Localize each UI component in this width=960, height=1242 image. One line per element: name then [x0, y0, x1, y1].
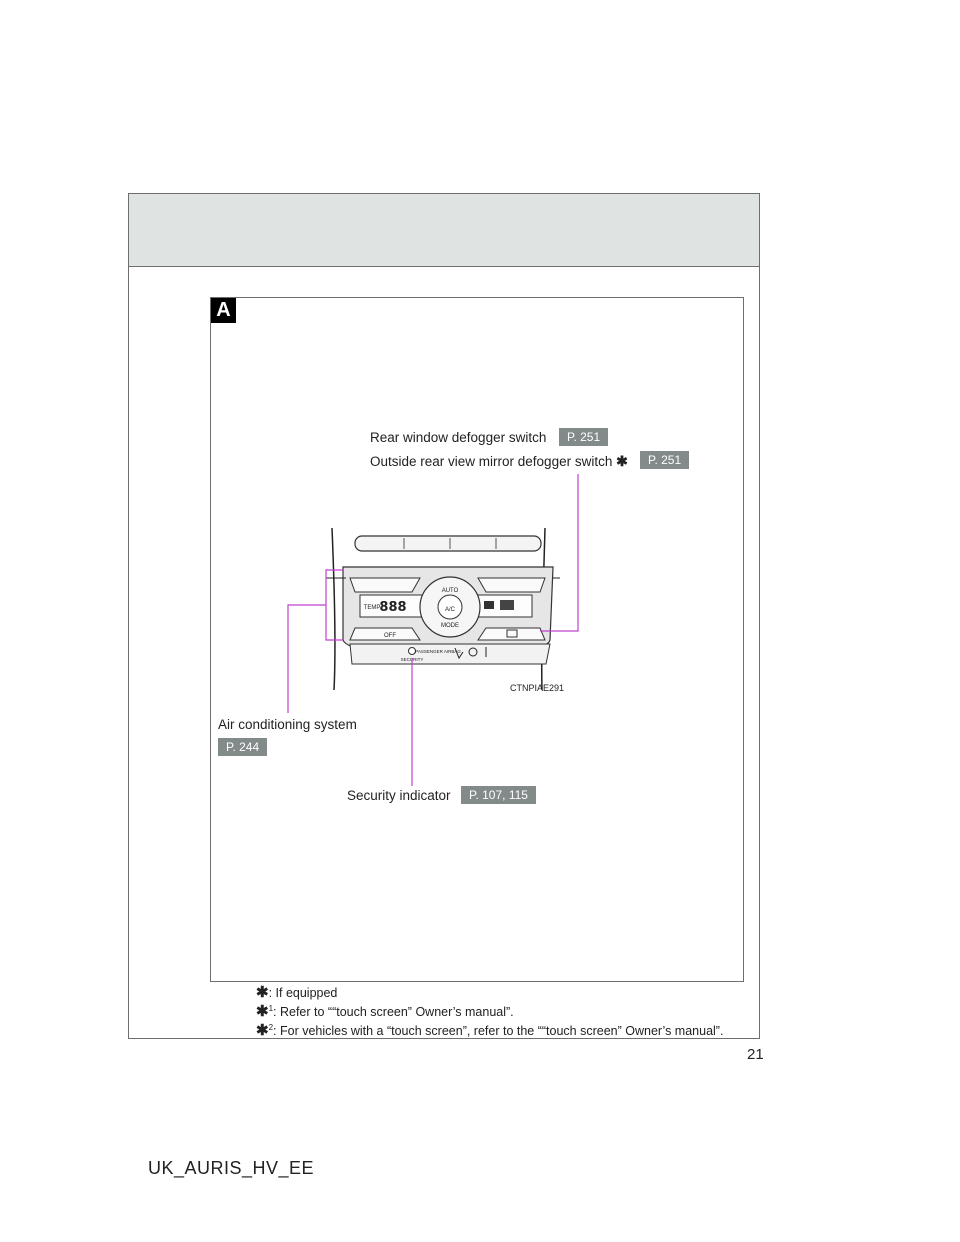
- footnote-item: ✱$^2$: For vehicles with a “touch screen”, refer to the ““touch screen” Owner’s manual”.: [256, 1022, 724, 1040]
- asterisk-icon: ✱: [256, 1022, 269, 1040]
- security-label: SECURITY: [400, 657, 424, 662]
- air-conditioning-label: Air conditioning system: [218, 717, 357, 732]
- security-indicator-label: Security indicator: [347, 788, 451, 803]
- footnotes: [256, 982, 723, 1039]
- footnote-item: ✱: If equipped: [256, 984, 338, 1002]
- off-label: OFF: [384, 633, 396, 639]
- asterisk-icon: ✱: [256, 1003, 269, 1021]
- ac-label: A/C: [444, 607, 456, 613]
- temp-display: 888: [379, 600, 407, 615]
- illustration-code: CTNPIAE291: [510, 683, 565, 693]
- mirror-defogger-label: [370, 453, 628, 470]
- mirror-defogger-text: Outside rear view mirror defogger switch: [370, 454, 613, 469]
- equipped-asterisk-icon: ✱: [616, 453, 628, 469]
- air-conditioning-ref[interactable]: P. 244: [218, 738, 267, 756]
- mode-label: MODE: [441, 623, 459, 629]
- auto-label: AUTO: [441, 588, 459, 594]
- footnote-item: ✱$^1$: Refer to ““touch screen” Owner’s manual”.: [256, 1003, 514, 1021]
- security-indicator-ref[interactable]: P. 107, 115: [461, 786, 536, 804]
- rear-defogger-label: Rear window defogger switch: [370, 430, 547, 445]
- page-number: 21: [747, 1046, 764, 1063]
- passenger-airbag-label: PASSENGER AIRBAG: [415, 649, 461, 654]
- section-badge: A: [211, 298, 236, 323]
- document-code: UK_AURIS_HV_EE: [148, 1158, 315, 1178]
- rear-defogger-ref[interactable]: P. 251: [559, 428, 608, 446]
- temp-label: TEMP: [363, 605, 381, 611]
- mirror-defogger-ref[interactable]: P. 251: [640, 451, 689, 469]
- asterisk-icon: ✱: [256, 984, 269, 1002]
